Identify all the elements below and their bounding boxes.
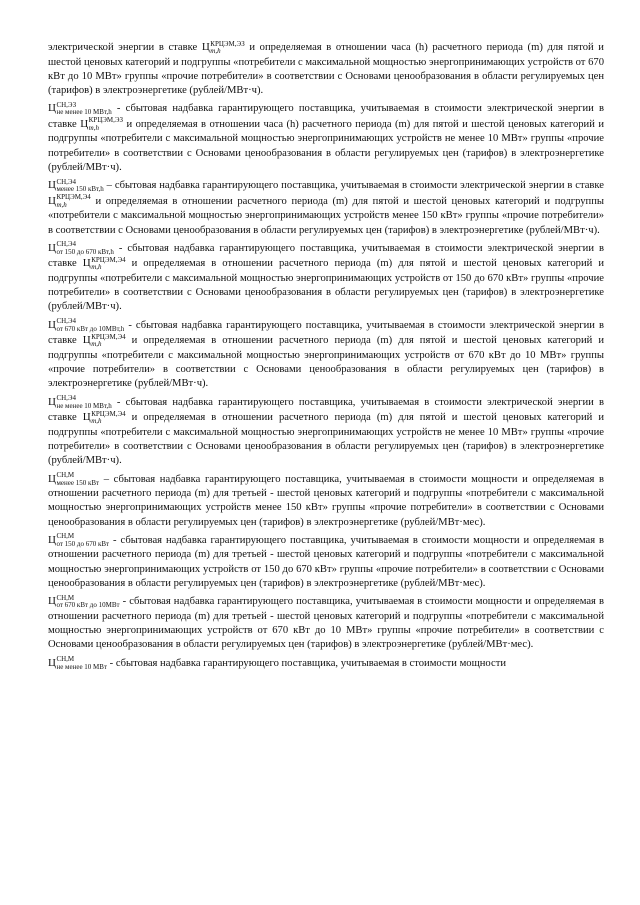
rate-symbol-superscript: КРЦЭМ,Э4 [56,193,91,202]
rate-symbol-base: Ц [82,257,91,270]
paragraph [48,40,604,98]
paragraph [48,594,604,652]
tariff-symbol-subscript: менее 150 кВт,h [56,185,104,194]
tariff-symbol-base: Ц [48,395,56,408]
rate-symbol-scripts [210,41,244,56]
tariff-symbol-superscript: СН,Э4 [56,240,77,249]
rate-symbol [48,193,91,209]
paragraph [48,472,604,530]
tariff-symbol-superscript: СН,М [56,655,75,664]
tariff-symbol-base: Ц [48,241,56,254]
rate-symbol-superscript: КРЦЭМ,Э4 [91,332,126,341]
tariff-symbol-superscript: СН,Э4 [56,177,77,186]
tariff-symbol-superscript: СН,Э4 [56,394,77,403]
paragraph-text: – сбытовая надбавка гарантирующего поставщика, учитываемая в стоимости мощности и определяемая в отношении расчетного периода (m) для третьей - шестой ценовых категорий и подгруппы «потребители с максимальной мощностью энергопринимающих устройств менее 150 кВт» группы «прочие потребители» в соответствии с Основами ценообразования в области регулируемых цен (тарифов) в электроэнергетике (рублей/МВт·мес). [48,473,604,528]
tariff-symbol-superscript: СН,М [56,471,75,480]
rate-symbol [82,409,126,426]
tariff-symbol-base: Ц [48,595,56,608]
tariff-symbol-base: Ц [48,472,56,485]
rate-symbol [80,116,124,132]
tariff-symbol-base: Ц [48,102,56,115]
rate-symbol-superscript: КРЦЭМ,ЭЗ [210,39,245,48]
tariff-symbol-scripts [56,318,124,333]
paragraph [48,395,604,469]
rate-symbol-base: Ц [80,117,89,130]
rate-symbol-scripts [89,117,123,132]
rate-symbol-superscript: КРЦЭМ,ЭЗ [88,116,124,125]
rate-symbol-subscript: m,h [91,417,102,426]
tariff-symbol-superscript: СН,М [56,532,75,541]
paragraph-text: - сбытовая надбавка гарантирующего поставщика, учитываемая в стоимости электрической энергии в ставке [48,396,604,424]
rate-symbol [82,255,126,272]
paragraph [48,533,604,591]
paragraph-text-continued: и определяемая в отношении расчетного периода (m) для пятой и шестой ценовых категорий и подгруппы «потребители с максимальной мощностью энергопринимающих устройств не менее 10 МВт» группы «прочие потребители» в соответствии с Основами ценообразования в области регулируемых цен (тарифов) в электроэнергетике (рублей/МВт·ч). [48,412,604,467]
tariff-symbol-subscript: не менее 10 МВт,h [56,108,112,117]
tariff-symbol-scripts [56,533,109,548]
rate-symbol-subscript: m,h [56,200,67,209]
paragraph [48,101,604,175]
tariff-symbol [48,593,120,610]
paragraph [48,241,604,315]
rate-symbol-scripts [91,334,125,349]
rate-symbol-scripts [91,411,125,426]
tariff-symbol-scripts [56,241,113,256]
rate-symbol-subscript: m,h [91,263,102,272]
tariff-symbol [48,471,100,487]
tariff-symbol-superscript: СН,М [56,593,75,602]
rate-symbol-scripts [56,194,90,209]
paragraph-text-continued: и определяемая в отношении расчетного периода (m) для пятой и шестой ценовых категорий и подгруппы «потребители с максимальной мощностью энергопринимающих устройств менее 150 кВт» группы «прочие потребители» в соответствии с Основами ценообразования в области регулируемых цен (тарифов) в электроэнергетике (рублей/МВт·ч). [48,195,604,236]
rate-symbol-subscript: m,h [210,47,221,55]
paragraph-text: - сбытовая надбавка гарантирующего поставщика, учитываемая в стоимости электрической энергии в ставке [48,103,604,130]
rate-symbol [201,39,245,55]
tariff-symbol-superscript: СН,Э4 [56,317,77,326]
tariff-symbol [48,100,112,117]
paragraph [48,318,604,392]
rate-symbol-subscript: m,h [91,340,102,349]
paragraph-text: – сбытовая надбавка гарантирующего поставщика, учитываемая в стоимости электрической энергии в ставке [103,180,604,192]
rate-symbol-base: Ц [82,411,91,424]
paragraph-text: - сбытовая надбавка гарантирующего поставщика, учитываемая в стоимости мощности [107,657,506,669]
tariff-symbol-scripts [56,102,111,117]
tariff-symbol [48,532,110,548]
tariff-symbol-scripts [56,472,99,487]
tariff-symbol-scripts [56,656,107,671]
rate-symbol-superscript: КРЦЭМ,Э4 [91,409,126,418]
paragraph-text: - сбытовая надбавка гарантирующего поставщика, учитываемая в стоимости мощности и определяемая в отношении расчетного периода (m) для третьей - шестой ценовых категорий и подгруппы «потребители с максимальной мощностью энергопринимающих устройств от 670 кВт до 10 МВт» группы «прочие потребители» в соответствии с Основами ценообразования в области регулируемых цен (тарифов) в электроэнергетике (рублей/МВт·мес). [48,596,604,651]
paragraph-text-continued: и определяемая в отношении расчетного периода (m) для пятой и шестой ценовых категорий и подгруппы «потребители с максимальной мощностью энергопринимающих устройств от 670 кВт до 10 МВт» группы «прочие потребители» в соответствии с Основами ценообразования в области регулируемых цен (тарифов) в электроэнергетике (рублей/МВт·ч). [48,335,604,390]
tariff-symbol-scripts [56,179,103,194]
tariff-symbol-scripts [56,595,119,610]
tariff-symbol-base: Ц [48,533,56,546]
tariff-symbol [48,317,125,333]
tariff-symbol-subscript: от 670 кВт до 10МВт,h [56,324,125,333]
paragraph [48,178,604,238]
rate-symbol-superscript: КРЦЭМ,Э4 [91,255,126,264]
tariff-symbol-subscript: не менее 10 МВт [56,662,108,671]
tariff-symbol-subscript: от 150 до 670 кВт [56,539,110,548]
paragraph-text: - сбытовая надбавка гарантирующего поставщика, учитываемая в стоимости мощности и определяемая в отношении расчетного периода (m) для третьей - шестой ценовых категорий и подгруппы «потребители с максимальной мощностью энергопринимающих устройств от 150 до 670 кВт» группы «прочие потребители» в соответствии с Основами ценообразования в области регулируемых цен (тарифов) в электроэнергетике (рублей/МВт·мес). [48,534,604,590]
tariff-symbol [48,177,104,194]
tariff-symbol-scripts [56,395,111,410]
tariff-symbol [48,394,112,410]
tariff-symbol [48,240,114,256]
paragraph-text-continued: и определяемая в отношении часа (h) расчетного периода (m) для пятой и шестой ценовых категорий и подгруппы «потребители с максимальной мощностью энергопринимающих устройств не менее 10 МВт» группы «прочие потребители» в соответствии с Основами ценообразования в области регулируемых цен (тарифов) в электроэнергетике (рублей/МВт·ч). [48,118,604,173]
tariff-symbol [48,655,108,671]
rate-symbol-base: Ц [82,334,91,347]
rate-symbol-scripts [91,257,125,272]
tariff-symbol-base: Ц [48,179,56,192]
tariff-symbol-subscript: от 670 кВт до 10МВт [56,601,120,610]
tariff-symbol-base: Ц [48,318,56,331]
paragraph [48,656,604,672]
paragraph-text: электрической энергии в ставке [48,42,202,53]
paragraph-text-continued: и определяемая в отношении часа (h) расчетного периода (m) для пятой и шестой ценовых категорий и подгруппы «потребители с максимальной мощностью энергопринимающих устройств от 670 кВт до 10 МВт» группы «прочие потребители» в соответствии с Основами ценообразования в области регулируемых цен (тарифов) в электроэнергетике (рублей/МВт·ч). [48,42,604,97]
tariff-symbol-base: Ц [48,656,56,669]
rate-symbol-base: Ц [48,194,56,207]
rate-symbol-subscript: m,h [88,123,99,132]
tariff-symbol-subscript: не менее 10 МВт,h [56,401,112,410]
tariff-symbol-superscript: СН,ЭЗ [56,100,77,109]
rate-symbol-base: Ц [201,41,210,53]
tariff-symbol-subscript: от 150 до 670 кВт,h [56,247,114,256]
paragraph-text: - сбытовая надбавка гарантирующего поставщика, учитываемая в стоимости электрической энергии в ставке [48,242,604,270]
rate-symbol [82,332,126,349]
tariff-symbol-subscript: менее 150 кВт [56,478,100,487]
paragraph-text: - сбытовая надбавка гарантирующего поставщика, учитываемая в стоимости электрической энергии в ставке [48,319,604,347]
paragraph-text-continued: и определяемая в отношении расчетного периода (m) для пятой и шестой ценовых категорий и подгруппы «потребители с максимальной мощностью энергопринимающих устройств от 150 до 670 кВт» группы «прочие потребители» в соответствии с Основами ценообразования в области регулируемых цен (тарифов) в электроэнергетике (рублей/МВт·ч). [48,258,604,313]
